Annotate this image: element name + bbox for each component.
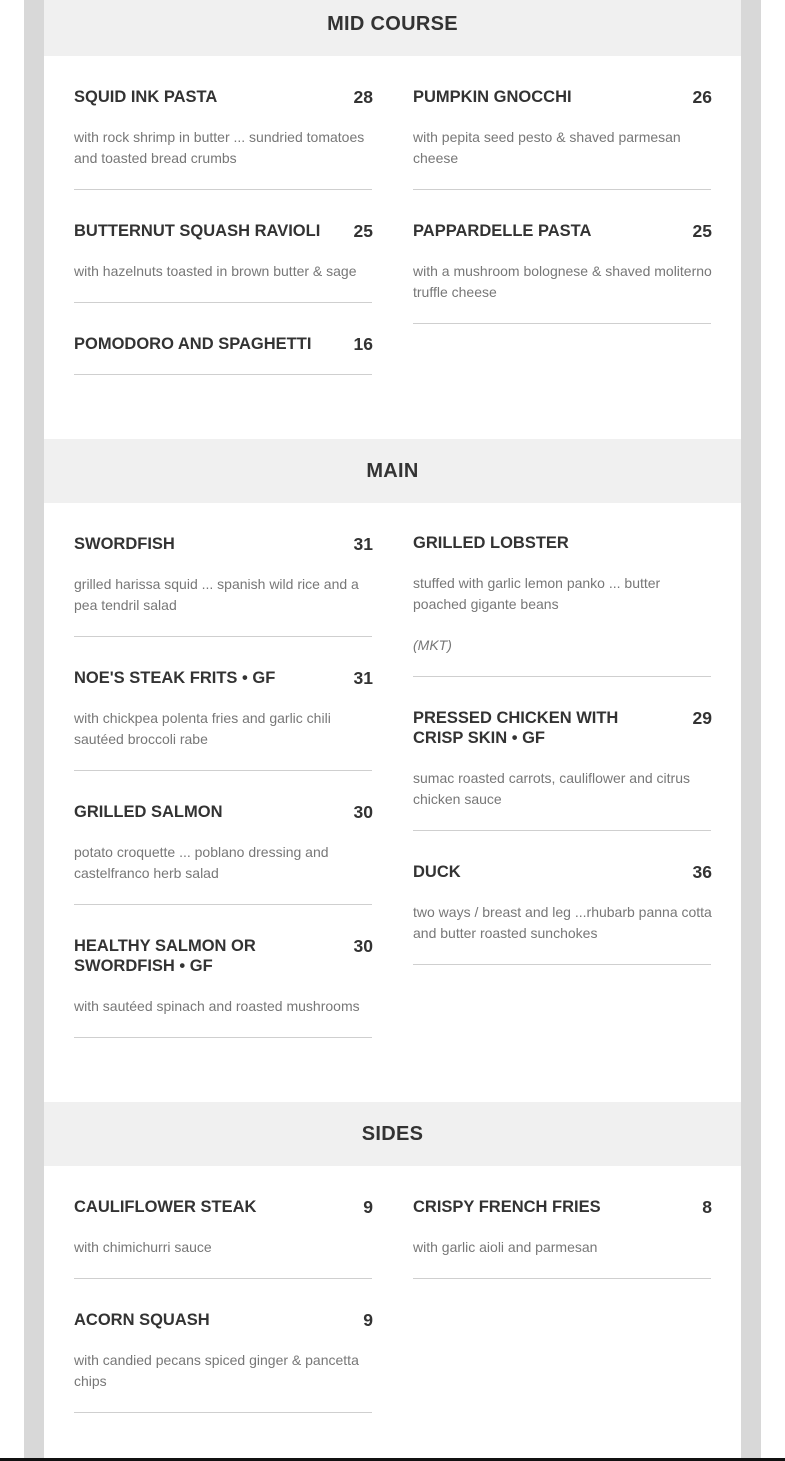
item-divider xyxy=(74,302,372,303)
menu-item xyxy=(74,221,373,282)
menu-item xyxy=(74,334,373,354)
sides-section-header xyxy=(44,1102,741,1166)
menu-item xyxy=(74,87,373,169)
menu-item xyxy=(74,802,373,884)
item-description: with hazelnuts toasted in brown butter & sage xyxy=(74,263,357,279)
item-description: with chickpea polenta fries and garlic chili sautéed broccoli rabe xyxy=(74,710,331,747)
item-divider xyxy=(74,374,372,375)
menu-item xyxy=(413,221,712,303)
item-price: 25 xyxy=(353,221,373,241)
item-name: CRISPY FRENCH FRIES xyxy=(413,1198,601,1216)
item-price: 30 xyxy=(353,802,373,822)
item-name: ACORN SQUASH xyxy=(74,1311,210,1329)
item-description: sumac roasted carrots, cauliflower and citrus chicken sauce xyxy=(413,770,690,807)
item-description: grilled harissa squid ... spanish wild rice and a pea tendril salad xyxy=(74,576,359,613)
item-price: 29 xyxy=(692,708,712,728)
item-description: stuffed with garlic lemon panko ... butter poached gigante beans xyxy=(413,575,661,612)
menu-item xyxy=(413,862,712,944)
item-divider xyxy=(74,1037,372,1038)
item-divider xyxy=(413,676,711,677)
menu-item xyxy=(74,1310,373,1392)
market-price-note: (MKT) xyxy=(413,637,452,653)
item-description: with pepita seed pesto & shaved parmesan cheese xyxy=(413,129,681,166)
item-divider xyxy=(74,1412,372,1413)
item-price: 28 xyxy=(353,87,373,107)
main-section-header xyxy=(44,439,741,503)
item-description: with sautéed spinach and roasted mushrooms xyxy=(74,998,360,1014)
menu-item xyxy=(74,1197,373,1258)
item-name: DUCK xyxy=(413,863,461,881)
item-divider xyxy=(74,770,372,771)
item-price: 36 xyxy=(692,862,712,882)
menu-item xyxy=(74,936,373,1017)
menu-item xyxy=(413,1197,712,1258)
item-description: with garlic aioli and parmesan xyxy=(413,1239,598,1255)
mid-course-section-header xyxy=(44,0,741,56)
section-title: MAIN xyxy=(366,459,419,482)
item-divider xyxy=(413,189,711,190)
item-price: 30 xyxy=(353,936,373,956)
item-name: SWORDFISH xyxy=(74,535,175,553)
item-name: PAPPARDELLE PASTA xyxy=(413,222,592,240)
right-margin-band xyxy=(741,0,761,1461)
item-name: PUMPKIN GNOCCHI xyxy=(413,88,572,106)
item-name: HEALTHY SALMON OR SWORDFISH • GF xyxy=(74,937,256,975)
item-name: GRILLED SALMON xyxy=(74,803,223,821)
item-description: potato croquette ... poblano dressing and castelfranco herb salad xyxy=(74,844,329,881)
section-title: MID COURSE xyxy=(327,12,458,35)
item-name: POMODORO AND SPAGHETTI xyxy=(74,335,312,353)
item-price: 26 xyxy=(692,87,712,107)
item-name: SQUID INK PASTA xyxy=(74,88,218,106)
item-divider xyxy=(413,964,711,965)
item-description: with chimichurri sauce xyxy=(74,1239,212,1255)
menu-item xyxy=(413,533,712,656)
item-name: BUTTERNUT SQUASH RAVIOLI xyxy=(74,222,321,240)
item-name: NOE'S STEAK FRITS • GF xyxy=(74,669,276,687)
item-price: 16 xyxy=(353,334,373,354)
item-name: CAULIFLOWER STEAK xyxy=(74,1198,257,1216)
item-description: with rock shrimp in butter ... sundried tomatoes and toasted bread crumbs xyxy=(74,129,365,166)
menu-item xyxy=(413,708,712,810)
menu-item xyxy=(74,534,373,616)
item-name: PRESSED CHICKEN WITH CRISP SKIN • GF xyxy=(413,709,619,747)
item-divider xyxy=(74,1278,372,1279)
item-price: 31 xyxy=(353,668,373,688)
item-price: 9 xyxy=(363,1310,373,1330)
item-price: 31 xyxy=(353,534,373,554)
item-price: 25 xyxy=(692,221,712,241)
item-divider xyxy=(413,1278,711,1279)
item-description: with candied pecans spiced ginger & pancetta chips xyxy=(74,1352,359,1389)
item-description: two ways / breast and leg ...rhubarb panna cotta and butter roasted sunchokes xyxy=(413,904,712,941)
item-divider xyxy=(74,636,372,637)
item-price: 8 xyxy=(702,1197,712,1217)
item-name: GRILLED LOBSTER xyxy=(413,534,569,552)
menu-item xyxy=(413,87,712,169)
item-price: 9 xyxy=(363,1197,373,1217)
item-divider xyxy=(413,830,711,831)
item-divider xyxy=(74,904,372,905)
menu-item xyxy=(74,668,373,750)
left-margin-band xyxy=(24,0,44,1461)
section-title: SIDES xyxy=(361,1122,424,1145)
item-divider xyxy=(413,323,711,324)
item-description: with a mushroom bolognese & shaved moliterno truffle cheese xyxy=(413,263,712,300)
item-divider xyxy=(74,189,372,190)
